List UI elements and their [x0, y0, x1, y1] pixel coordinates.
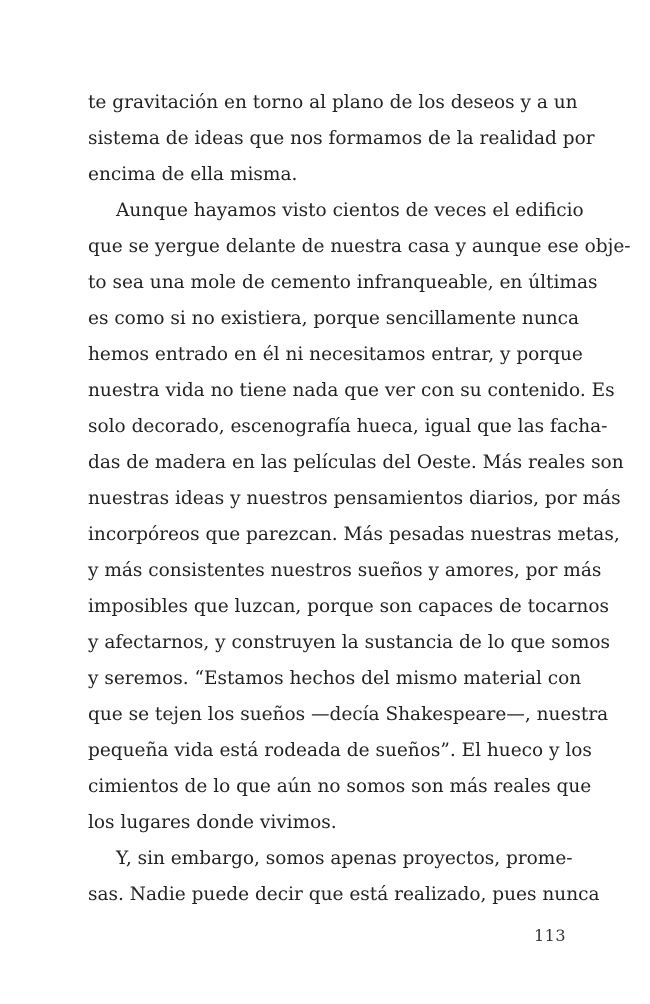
text-line: imposibles que luzcan, porque son capaces de tocarnos	[88, 596, 609, 617]
text-line: y afectarnos, y construyen la sustancia de lo que somos	[88, 632, 611, 653]
text-line: te gravitación en torno al plano de los deseos y a un	[88, 92, 578, 113]
page-number: 113	[533, 926, 566, 945]
text-line: nuestra vida no tiene nada que ver con su contenido. Es	[88, 380, 615, 401]
text-line: sas. Nadie puede decir que está realizado, pues nunca	[88, 884, 600, 905]
text-line: es como si no existiera, porque sencillamente nunca	[88, 308, 580, 329]
text-line: das de madera en las películas del Oeste. Más reales son	[88, 452, 624, 473]
text-line: pequeña vida está rodeada de sueños”. El hueco y los	[88, 740, 592, 761]
body-text	[88, 85, 631, 913]
text-line: y seremos. “Estamos hechos del mismo material con	[88, 668, 582, 689]
text-line: sistema de ideas que nos formamos de la realidad por	[88, 128, 595, 149]
text-line: encima de ella misma.	[88, 164, 298, 185]
text-line: los lugares donde vivimos.	[88, 812, 337, 833]
text-line: to sea una mole de cemento infranqueable, en últimas	[88, 272, 598, 293]
text-line: Aunque hayamos visto cientos de veces el edificio	[116, 200, 584, 221]
text-line: que se yergue delante de nuestra casa y aunque ese obje-	[88, 236, 631, 257]
text-line: Y, sin embargo, somos apenas proyectos, prome-	[116, 848, 573, 869]
text-line: y más consistentes nuestros sueños y amores, por más	[88, 560, 602, 581]
text-line: hemos entrado en él ni necesitamos entrar, y porque	[88, 344, 583, 365]
text-line: nuestras ideas y nuestros pensamientos diarios, por más	[88, 488, 621, 509]
text-line: incorpóreos que parezcan. Más pesadas nuestras metas,	[88, 524, 620, 545]
text-line: cimientos de lo que aún no somos son más reales que	[88, 776, 592, 797]
text-line: que se tejen los sueños —decía Shakespeare—, nuestra	[88, 704, 609, 725]
text-line: solo decorado, escenografía hueca, igual que las facha-	[88, 416, 608, 437]
